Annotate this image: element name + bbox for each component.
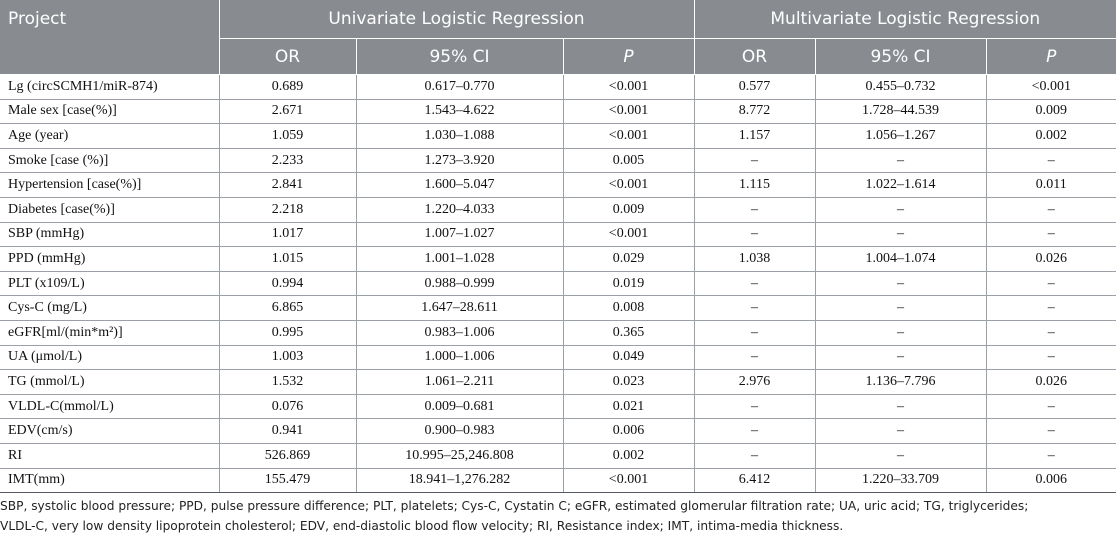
table-row xyxy=(0,173,1116,198)
uni-ci-cell: 1.600–5.047 xyxy=(356,173,563,198)
uni-or-cell: 1.017 xyxy=(219,222,356,247)
multi-or-cell: 6.412 xyxy=(694,468,815,493)
multi-or-header: OR xyxy=(694,39,815,75)
uni-ci-cell: 0.009–0.681 xyxy=(356,394,563,419)
table-row xyxy=(0,419,1116,444)
uni-p-cell: 0.006 xyxy=(563,419,694,444)
variable-cell: eGFR[ml/(min*m²)] xyxy=(0,320,219,345)
uni-or-cell: 2.218 xyxy=(219,197,356,222)
uni-p-cell: 0.029 xyxy=(563,247,694,272)
uni-p-header: P xyxy=(563,39,694,75)
uni-ci-cell: 0.983–1.006 xyxy=(356,320,563,345)
uni-ci-cell: 0.900–0.983 xyxy=(356,419,563,444)
multi-ci-cell: 1.728–44.539 xyxy=(815,99,986,124)
multi-ci-cell: 0.455–0.732 xyxy=(815,75,986,100)
multi-p-cell: – xyxy=(986,394,1116,419)
multi-p-cell: – xyxy=(986,197,1116,222)
variable-cell: Smoke [case (%)] xyxy=(0,148,219,173)
table-row xyxy=(0,222,1116,247)
footnote-line-1: SBP, systolic blood pressure; PPD, pulse pressure difference; PLT, platelets; Cys-C, Cystatin C; eGFR, estimated glomerular filtration rate; UA, uric acid; TG, triglycerides; xyxy=(0,499,1029,513)
uni-p-cell: 0.002 xyxy=(563,443,694,468)
multi-p-cell: – xyxy=(986,345,1116,370)
multi-or-cell: – xyxy=(694,419,815,444)
multi-or-cell: – xyxy=(694,443,815,468)
multi-or-cell: – xyxy=(694,271,815,296)
variable-cell: IMT(mm) xyxy=(0,468,219,493)
multi-ci-header: 95% CI xyxy=(815,39,986,75)
uni-ci-cell: 1.543–4.622 xyxy=(356,99,563,124)
uni-p-cell: 0.019 xyxy=(563,271,694,296)
table-row xyxy=(0,370,1116,395)
variable-cell: Cys-C (mg/L) xyxy=(0,296,219,321)
uni-p-cell: 0.023 xyxy=(563,370,694,395)
multi-p-cell: – xyxy=(986,443,1116,468)
table-row xyxy=(0,75,1116,100)
multi-p-cell: – xyxy=(986,271,1116,296)
multi-p-cell: – xyxy=(986,419,1116,444)
uni-ci-cell: 1.001–1.028 xyxy=(356,247,563,272)
multi-ci-cell: 1.022–1.614 xyxy=(815,173,986,198)
multi-or-cell: – xyxy=(694,394,815,419)
table-header xyxy=(0,0,1116,75)
uni-or-header: OR xyxy=(219,39,356,75)
table-row xyxy=(0,271,1116,296)
multi-or-cell: – xyxy=(694,345,815,370)
univariate-group-header: Univariate Logistic Regression xyxy=(219,0,694,39)
multi-p-cell: – xyxy=(986,148,1116,173)
uni-ci-cell: 1.007–1.027 xyxy=(356,222,563,247)
multi-ci-cell: 1.004–1.074 xyxy=(815,247,986,272)
table-row xyxy=(0,99,1116,124)
uni-or-cell: 1.059 xyxy=(219,124,356,149)
uni-or-cell: 2.233 xyxy=(219,148,356,173)
multi-ci-cell: – xyxy=(815,320,986,345)
multi-p-cell: 0.026 xyxy=(986,370,1116,395)
variable-cell: TG (mmol/L) xyxy=(0,370,219,395)
multi-or-cell: 8.772 xyxy=(694,99,815,124)
variable-cell: UA (μmol/L) xyxy=(0,345,219,370)
variable-cell: RI xyxy=(0,443,219,468)
uni-ci-cell: 0.988–0.999 xyxy=(356,271,563,296)
table-row xyxy=(0,468,1116,493)
multi-p-cell: <0.001 xyxy=(986,75,1116,100)
uni-p-cell: <0.001 xyxy=(563,468,694,493)
multi-p-cell: 0.006 xyxy=(986,468,1116,493)
multivariate-group-header: Multivariate Logistic Regression xyxy=(694,0,1116,39)
uni-p-cell: <0.001 xyxy=(563,222,694,247)
multi-or-cell: 1.115 xyxy=(694,173,815,198)
multi-p-header: P xyxy=(986,39,1116,75)
uni-ci-cell: 1.273–3.920 xyxy=(356,148,563,173)
variable-cell: Hypertension [case(%)] xyxy=(0,173,219,198)
uni-p-cell: 0.005 xyxy=(563,148,694,173)
multi-or-cell: – xyxy=(694,222,815,247)
variable-cell: Diabetes [case(%)] xyxy=(0,197,219,222)
multi-ci-cell: – xyxy=(815,271,986,296)
uni-ci-cell: 1.000–1.006 xyxy=(356,345,563,370)
multi-p-cell: – xyxy=(986,296,1116,321)
uni-or-cell: 0.994 xyxy=(219,271,356,296)
project-header: Project xyxy=(0,0,219,75)
variable-cell: EDV(cm/s) xyxy=(0,419,219,444)
uni-or-cell: 155.479 xyxy=(219,468,356,493)
uni-or-cell: 1.015 xyxy=(219,247,356,272)
multi-or-cell: 1.038 xyxy=(694,247,815,272)
multi-ci-cell: – xyxy=(815,296,986,321)
multi-ci-cell: – xyxy=(815,148,986,173)
table-row xyxy=(0,345,1116,370)
multi-or-cell: 2.976 xyxy=(694,370,815,395)
uni-or-cell: 6.865 xyxy=(219,296,356,321)
uni-or-cell: 1.532 xyxy=(219,370,356,395)
multi-or-cell: – xyxy=(694,197,815,222)
multi-ci-cell: – xyxy=(815,394,986,419)
multi-ci-cell: 1.056–1.267 xyxy=(815,124,986,149)
variable-cell: Lg (circSCMH1/miR-874) xyxy=(0,75,219,100)
variable-cell: PPD (mmHg) xyxy=(0,247,219,272)
multi-or-cell: 0.577 xyxy=(694,75,815,100)
uni-ci-cell: 18.941–1,276.282 xyxy=(356,468,563,493)
uni-ci-header: 95% CI xyxy=(356,39,563,75)
table-row xyxy=(0,124,1116,149)
uni-p-cell: 0.009 xyxy=(563,197,694,222)
multi-ci-cell: – xyxy=(815,222,986,247)
uni-or-cell: 2.671 xyxy=(219,99,356,124)
multi-ci-cell: – xyxy=(815,345,986,370)
uni-or-cell: 1.003 xyxy=(219,345,356,370)
uni-p-cell: 0.008 xyxy=(563,296,694,321)
table-row xyxy=(0,394,1116,419)
variable-cell: VLDL-C(mmol/L) xyxy=(0,394,219,419)
multi-p-cell: – xyxy=(986,222,1116,247)
multi-p-cell: 0.011 xyxy=(986,173,1116,198)
multi-ci-cell: – xyxy=(815,197,986,222)
table-row xyxy=(0,320,1116,345)
multi-ci-cell: – xyxy=(815,419,986,444)
uni-or-cell: 0.995 xyxy=(219,320,356,345)
uni-or-cell: 2.841 xyxy=(219,173,356,198)
uni-ci-cell: 1.220–4.033 xyxy=(356,197,563,222)
uni-p-cell: <0.001 xyxy=(563,75,694,100)
uni-or-cell: 0.689 xyxy=(219,75,356,100)
uni-p-cell: 0.021 xyxy=(563,394,694,419)
table-row xyxy=(0,247,1116,272)
multi-ci-cell: – xyxy=(815,443,986,468)
table-row xyxy=(0,443,1116,468)
uni-p-cell: <0.001 xyxy=(563,124,694,149)
multi-p-cell: 0.002 xyxy=(986,124,1116,149)
uni-ci-cell: 10.995–25,246.808 xyxy=(356,443,563,468)
variable-cell: Male sex [case(%)] xyxy=(0,99,219,124)
table-row xyxy=(0,296,1116,321)
uni-ci-cell: 1.061–2.211 xyxy=(356,370,563,395)
uni-or-cell: 0.941 xyxy=(219,419,356,444)
table-row xyxy=(0,197,1116,222)
multi-or-cell: 1.157 xyxy=(694,124,815,149)
uni-p-cell: 0.365 xyxy=(563,320,694,345)
uni-p-cell: <0.001 xyxy=(563,173,694,198)
table-row xyxy=(0,148,1116,173)
table-body xyxy=(0,75,1116,493)
multi-or-cell: – xyxy=(694,148,815,173)
variable-cell: SBP (mmHg) xyxy=(0,222,219,247)
variable-cell: PLT (x109/L) xyxy=(0,271,219,296)
uni-ci-cell: 1.647–28.611 xyxy=(356,296,563,321)
multi-ci-cell: 1.136–7.796 xyxy=(815,370,986,395)
variable-cell: Age (year) xyxy=(0,124,219,149)
uni-p-cell: 0.049 xyxy=(563,345,694,370)
table-footnote xyxy=(0,496,1116,536)
multi-p-cell: – xyxy=(986,320,1116,345)
uni-or-cell: 0.076 xyxy=(219,394,356,419)
footnote-line-2: VLDL-C, very low density lipoprotein cholesterol; EDV, end-diastolic blood flow velocity; RI, Resistance index; IMT, intima-media thickness. xyxy=(0,519,844,533)
uni-p-cell: <0.001 xyxy=(563,99,694,124)
multi-ci-cell: 1.220–33.709 xyxy=(815,468,986,493)
multi-or-cell: – xyxy=(694,320,815,345)
multi-p-cell: 0.009 xyxy=(986,99,1116,124)
uni-ci-cell: 1.030–1.088 xyxy=(356,124,563,149)
multi-or-cell: – xyxy=(694,296,815,321)
uni-ci-cell: 0.617–0.770 xyxy=(356,75,563,100)
uni-or-cell: 526.869 xyxy=(219,443,356,468)
multi-p-cell: 0.026 xyxy=(986,247,1116,272)
